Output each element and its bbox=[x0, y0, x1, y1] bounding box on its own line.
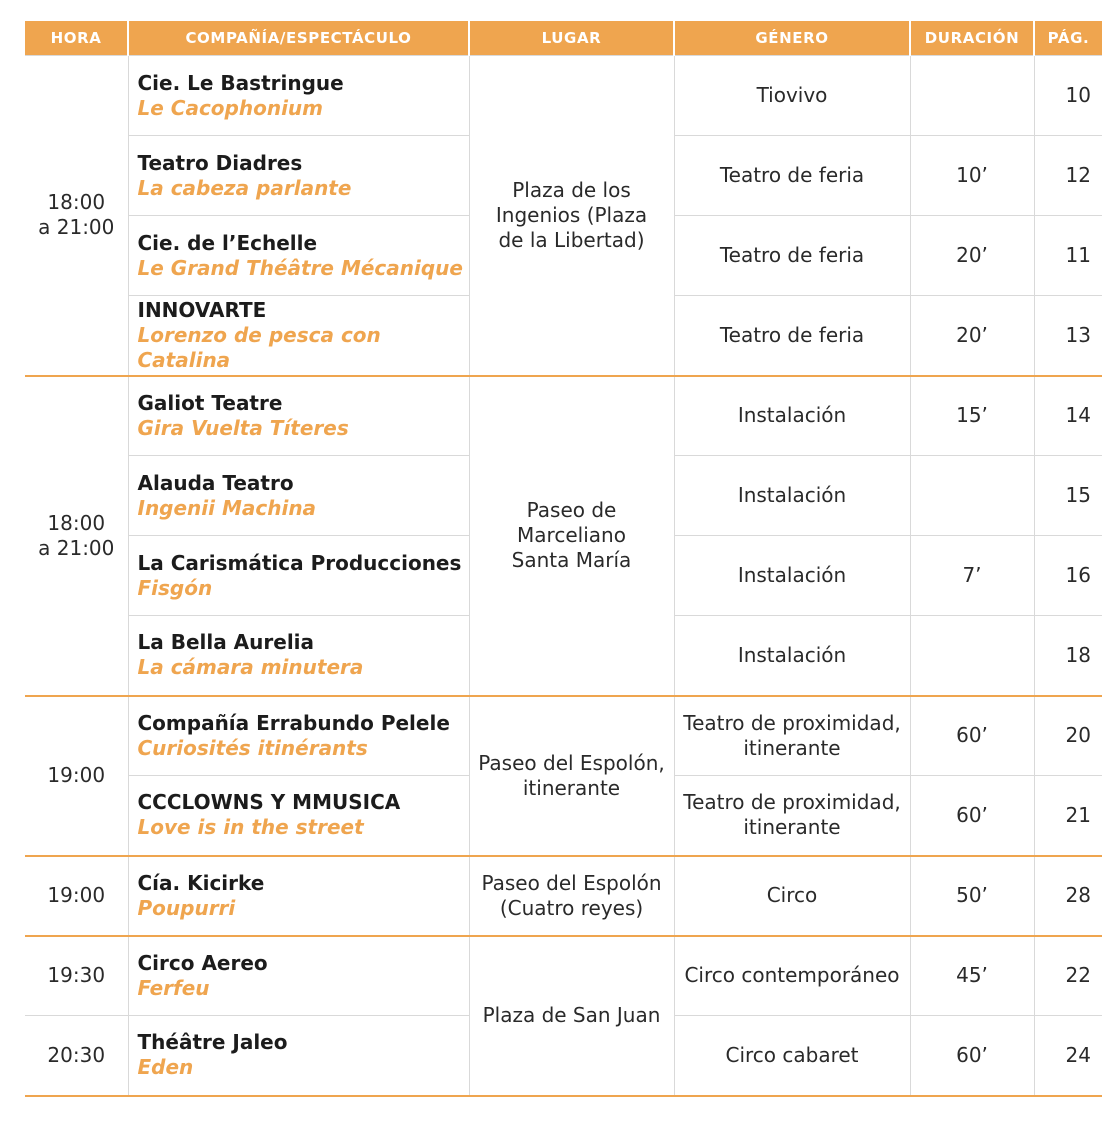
page-cell: 16 bbox=[1034, 536, 1102, 616]
time-cell: 19:00 bbox=[25, 696, 128, 856]
header-lugar: LUGAR bbox=[469, 21, 674, 56]
time-cell: 19:00 bbox=[25, 856, 128, 936]
schedule-group bbox=[25, 376, 1102, 696]
show-title: Gira Vuelta Títeres bbox=[137, 415, 349, 440]
show-title: Le Cacophonium bbox=[137, 95, 324, 120]
header-duracion: DURACIÓN bbox=[910, 21, 1034, 56]
table-row bbox=[25, 856, 1102, 936]
company-cell bbox=[128, 936, 469, 1016]
genre-text: Teatro de proximidad, itinerante bbox=[683, 790, 901, 840]
header-pagina: PÁG. bbox=[1034, 21, 1102, 56]
header-hora: HORA bbox=[25, 21, 128, 56]
company-cell bbox=[128, 136, 469, 216]
page-cell: 21 bbox=[1034, 776, 1102, 856]
duration-cell bbox=[910, 456, 1034, 536]
show-title: Lorenzo de pesca con Catalina bbox=[137, 322, 381, 372]
duration-cell bbox=[910, 56, 1034, 136]
page-cell: 13 bbox=[1034, 296, 1102, 376]
time-cell bbox=[25, 56, 128, 376]
schedule-table bbox=[25, 21, 1102, 1097]
genre-text: Teatro de proximidad, itinerante bbox=[683, 710, 901, 760]
venue-cell bbox=[469, 856, 674, 936]
table-row bbox=[25, 696, 1102, 776]
venue-text: Plaza de los Ingenios (Plaza de la Libertad) bbox=[495, 177, 648, 252]
time-end: a 21:00 bbox=[38, 535, 115, 560]
show-title: Le Grand Théâtre Mécanique bbox=[137, 255, 463, 280]
page-cell: 12 bbox=[1034, 136, 1102, 216]
company-name: Cie. de l’Echelle bbox=[137, 230, 318, 255]
header-row bbox=[25, 21, 1102, 56]
show-title: Love is in the street bbox=[137, 815, 364, 840]
page-cell: 22 bbox=[1034, 936, 1102, 1016]
table-header bbox=[25, 21, 1102, 56]
duration-cell: 50’ bbox=[910, 856, 1034, 936]
duration-cell: 15’ bbox=[910, 376, 1034, 456]
header-genero: GÉNERO bbox=[674, 21, 910, 56]
duration-cell: 20’ bbox=[910, 296, 1034, 376]
company-name: INNOVARTE bbox=[137, 297, 267, 322]
time-cell bbox=[25, 376, 128, 696]
genre-cell: Tiovivo bbox=[674, 56, 910, 136]
table-row bbox=[25, 56, 1102, 136]
venue-text: Paseo de Marceliano Santa María bbox=[511, 498, 632, 572]
company-name: Alauda Teatro bbox=[137, 470, 294, 495]
time-cell: 20:30 bbox=[25, 1016, 128, 1096]
time-cell: 19:30 bbox=[25, 936, 128, 1016]
show-title: Curiosités itinérants bbox=[137, 735, 368, 760]
duration-cell: 7’ bbox=[910, 536, 1034, 616]
duration-cell: 60’ bbox=[910, 1016, 1034, 1096]
page-cell: 28 bbox=[1034, 856, 1102, 936]
company-name: Cie. Le Bastringue bbox=[137, 70, 344, 95]
company-name: Galiot Teatre bbox=[137, 390, 283, 415]
show-title: La cámara minutera bbox=[137, 655, 364, 680]
company-name: La Bella Aurelia bbox=[137, 630, 315, 655]
page-cell: 15 bbox=[1034, 456, 1102, 536]
company-cell bbox=[128, 376, 469, 456]
show-title: Ferfeu bbox=[137, 975, 210, 1000]
page-cell: 18 bbox=[1034, 616, 1102, 696]
company-cell bbox=[128, 296, 469, 376]
schedule-group bbox=[25, 936, 1102, 1096]
company-cell bbox=[128, 776, 469, 856]
genre-cell bbox=[674, 776, 910, 856]
company-cell bbox=[128, 216, 469, 296]
venue-cell bbox=[469, 376, 674, 696]
venue-text: Paseo del Espolón, itinerante bbox=[478, 750, 665, 800]
company-name: Théâtre Jaleo bbox=[137, 1030, 288, 1055]
table-row bbox=[25, 936, 1102, 1016]
genre-cell: Circo cabaret bbox=[674, 1016, 910, 1096]
company-cell bbox=[128, 616, 469, 696]
company-cell bbox=[128, 456, 469, 536]
page-cell: 24 bbox=[1034, 1016, 1102, 1096]
venue-cell bbox=[469, 936, 674, 1096]
company-cell bbox=[128, 536, 469, 616]
company-name: La Carismática Producciones bbox=[137, 550, 462, 575]
header-compania: COMPAÑÍA/ESPECTÁCULO bbox=[128, 21, 469, 56]
show-title: La cabeza parlante bbox=[137, 175, 352, 200]
company-cell bbox=[128, 56, 469, 136]
company-cell bbox=[128, 696, 469, 776]
table-row bbox=[25, 376, 1102, 456]
company-name: Compañía Errabundo Pelele bbox=[137, 710, 450, 735]
show-title: Poupurri bbox=[137, 895, 236, 920]
time-end: a 21:00 bbox=[38, 215, 115, 240]
venue-cell bbox=[469, 696, 674, 856]
time-start: 18:00 bbox=[47, 510, 106, 535]
venue-text: Plaza de San Juan bbox=[482, 1003, 661, 1027]
genre-cell: Teatro de feria bbox=[674, 216, 910, 296]
genre-cell: Instalación bbox=[674, 456, 910, 536]
time-start: 18:00 bbox=[47, 190, 106, 215]
venue-cell bbox=[469, 56, 674, 376]
genre-cell: Teatro de feria bbox=[674, 136, 910, 216]
page-cell: 20 bbox=[1034, 696, 1102, 776]
venue-text: Paseo del Espolón (Cuatro reyes) bbox=[481, 870, 662, 920]
duration-cell bbox=[910, 616, 1034, 696]
schedule-group bbox=[25, 856, 1102, 936]
duration-cell: 10’ bbox=[910, 136, 1034, 216]
company-name: Cía. Kicirke bbox=[137, 870, 265, 895]
show-title: Fisgón bbox=[137, 575, 213, 600]
duration-cell: 20’ bbox=[910, 216, 1034, 296]
show-title: Ingenii Machina bbox=[137, 495, 317, 520]
company-cell bbox=[128, 1016, 469, 1096]
company-name: CCCLOWNS Y MMUSICA bbox=[137, 790, 401, 815]
show-title: Eden bbox=[137, 1055, 194, 1080]
company-cell bbox=[128, 856, 469, 936]
page-cell: 11 bbox=[1034, 216, 1102, 296]
duration-cell: 45’ bbox=[910, 936, 1034, 1016]
schedule-group bbox=[25, 696, 1102, 856]
genre-cell: Circo bbox=[674, 856, 910, 936]
company-name: Circo Aereo bbox=[137, 950, 268, 975]
genre-cell: Teatro de feria bbox=[674, 296, 910, 376]
schedule-group bbox=[25, 56, 1102, 376]
page-cell: 14 bbox=[1034, 376, 1102, 456]
duration-cell: 60’ bbox=[910, 776, 1034, 856]
genre-cell: Circo contemporáneo bbox=[674, 936, 910, 1016]
page-cell: 10 bbox=[1034, 56, 1102, 136]
genre-cell bbox=[674, 696, 910, 776]
company-name: Teatro Diadres bbox=[137, 150, 303, 175]
duration-cell: 60’ bbox=[910, 696, 1034, 776]
genre-cell: Instalación bbox=[674, 376, 910, 456]
genre-cell: Instalación bbox=[674, 536, 910, 616]
genre-cell: Instalación bbox=[674, 616, 910, 696]
